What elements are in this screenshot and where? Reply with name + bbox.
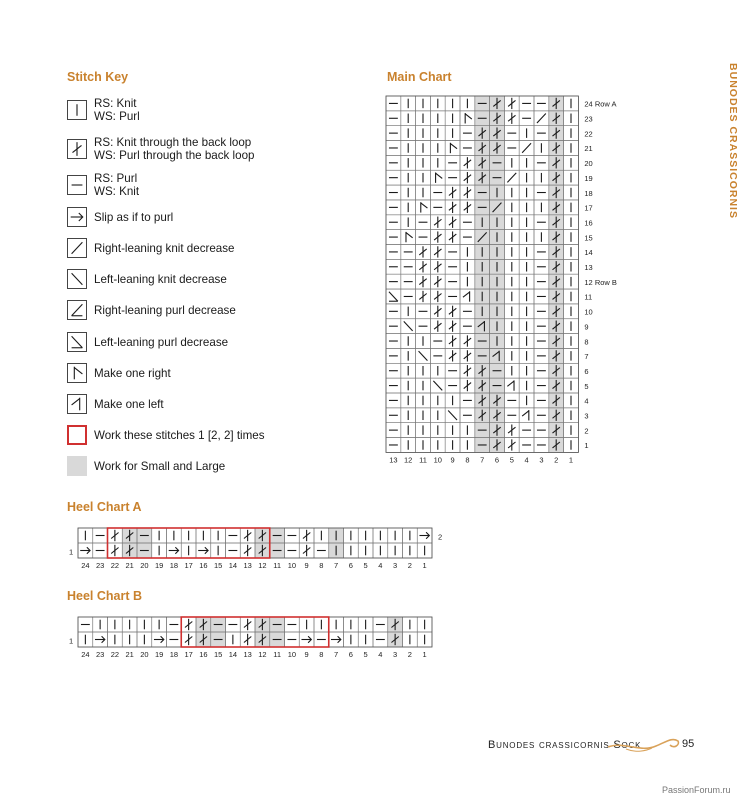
heel-a-column-label: 9 bbox=[304, 561, 309, 570]
stitch-key-line: RS: Knit through the back loop bbox=[94, 136, 252, 149]
stitch-key-line: Make one left bbox=[94, 397, 164, 411]
main-chart-cell bbox=[445, 141, 460, 156]
heel-chart-a-title: Heel Chart A bbox=[67, 500, 142, 514]
main-chart-title: Main Chart bbox=[387, 70, 452, 84]
stitch-key-text bbox=[94, 460, 225, 473]
heel-chart-b-title: Heel Chart B bbox=[67, 589, 143, 603]
stitch-key-item bbox=[67, 394, 164, 414]
swirl-ornament-icon bbox=[606, 733, 680, 755]
knit-symbol-icon bbox=[67, 100, 87, 120]
stitch-key-line: WS: Knit bbox=[94, 185, 140, 198]
heel-a-column-label: 7 bbox=[334, 561, 339, 570]
ldec-symbol-icon bbox=[67, 269, 87, 289]
main-chart-cell bbox=[460, 111, 475, 126]
stitch-key-line: Work for Small and Large bbox=[94, 459, 226, 473]
main-chart-row-label: 13 bbox=[584, 263, 593, 273]
heel-a-column-label: 2 bbox=[407, 561, 412, 570]
main-chart-row-label: 14 bbox=[584, 248, 593, 258]
heel-b-column-label: 16 bbox=[199, 650, 208, 659]
heel-a-column-label: 21 bbox=[125, 561, 134, 570]
stitch-key-item bbox=[67, 207, 173, 227]
heel-b-column-label: 8 bbox=[319, 650, 324, 659]
heel-b-column-label: 15 bbox=[213, 650, 223, 659]
main-chart-column-label: 8 bbox=[465, 455, 470, 465]
vertical-title-text: BUNODES CRASSICORNIS bbox=[727, 63, 739, 219]
main-chart-column-label: 6 bbox=[494, 455, 500, 465]
heel-b-column-label: 2 bbox=[407, 650, 412, 659]
ktbl-symbol-icon bbox=[67, 139, 87, 159]
heel-a-column-label: 20 bbox=[140, 561, 149, 570]
footer-title: Bunodes crassicornis Sock bbox=[488, 739, 642, 751]
main-chart-column-label: 2 bbox=[554, 455, 559, 465]
main-chart-row-label: 5 bbox=[584, 381, 589, 391]
heel-a-column-label: 17 bbox=[184, 561, 193, 570]
rdec-glyph-icon bbox=[68, 239, 86, 257]
heel-b-column-label: 19 bbox=[154, 650, 164, 659]
main-chart-cell bbox=[504, 378, 519, 393]
main-chart-column-label: 5 bbox=[509, 455, 514, 465]
heel-b-column-label: 14 bbox=[228, 650, 238, 659]
stitch-key-text bbox=[94, 273, 227, 286]
slip-glyph-icon bbox=[68, 208, 86, 226]
stitch-key-item bbox=[67, 269, 227, 289]
heel-b-column-label: 3 bbox=[393, 650, 398, 659]
main-chart-row-label: 18 bbox=[584, 188, 593, 198]
stitch-key-line: RS: Knit bbox=[94, 97, 137, 110]
heel-b-column-label: 10 bbox=[287, 650, 297, 659]
main-chart-row-label: 3 bbox=[584, 411, 589, 421]
stitch-key-text bbox=[94, 211, 173, 224]
main-chart-row-label: 16 bbox=[584, 218, 593, 228]
stitch-key-text bbox=[94, 242, 235, 255]
main-chart-column-label: 9 bbox=[450, 455, 455, 465]
stitch-key-item bbox=[67, 97, 140, 123]
heel-b-column-label: 17 bbox=[184, 650, 193, 659]
stitch-key-item bbox=[67, 238, 235, 258]
main-chart-row-label: 24 Row A bbox=[584, 99, 617, 109]
heel-b-column-label: 13 bbox=[243, 650, 252, 659]
heel-a-column-label: 24 bbox=[81, 561, 90, 570]
watermark-site: PassionForum.ru bbox=[662, 785, 731, 795]
lpdec-symbol-icon bbox=[67, 332, 87, 352]
main-chart-cell bbox=[416, 200, 431, 215]
stitch-key-text bbox=[94, 336, 228, 349]
main-chart-row-label: 11 bbox=[584, 292, 593, 302]
ktbl-glyph-icon bbox=[68, 140, 86, 158]
heel-a-column-label: 1 bbox=[422, 561, 427, 570]
heel-a-column-label: 6 bbox=[348, 561, 353, 570]
heel-b-column-label: 24 bbox=[81, 650, 90, 659]
main-chart-row-label: 7 bbox=[584, 352, 589, 362]
rpdec-symbol-icon bbox=[67, 300, 87, 320]
stitch-key-item bbox=[67, 425, 265, 445]
heel-a-column-label: 18 bbox=[169, 561, 179, 570]
main-chart-row-label: 22 bbox=[584, 129, 593, 139]
stitch-key-text bbox=[94, 136, 254, 162]
main-chart-row-label: 8 bbox=[584, 337, 589, 347]
main-chart-column-label: 12 bbox=[404, 455, 413, 465]
main-chart-row-label: 23 bbox=[584, 114, 593, 124]
main-chart-row-label: 2 bbox=[584, 426, 589, 436]
stitch-key-line: Make one right bbox=[94, 366, 171, 380]
slip-symbol-icon bbox=[67, 207, 87, 227]
lpdec-glyph-icon bbox=[68, 333, 86, 351]
heel-b-column-label: 11 bbox=[273, 650, 282, 659]
main-chart-cell bbox=[460, 289, 475, 304]
heel-a-column-label: 12 bbox=[258, 561, 267, 570]
heel-a-row-label: 2 bbox=[438, 532, 443, 542]
heel-a-column-label: 4 bbox=[378, 561, 383, 570]
heel-b-row-label: 1 bbox=[69, 636, 74, 646]
heel-a-column-label: 11 bbox=[273, 561, 282, 570]
stitch-key-line: Left-leaning purl decrease bbox=[94, 335, 229, 349]
main-chart-row-label: 21 bbox=[584, 144, 593, 154]
stitch-key-item bbox=[67, 363, 171, 383]
main-chart-column-label: 4 bbox=[524, 455, 529, 465]
stitch-key-text bbox=[94, 97, 140, 123]
main-chart-row-label: 6 bbox=[584, 366, 589, 376]
purl-symbol-icon bbox=[67, 175, 87, 195]
stitch-key-line: Right-leaning knit decrease bbox=[94, 241, 235, 255]
stitch-key-text bbox=[94, 429, 265, 442]
stitch-key-text bbox=[94, 304, 236, 317]
stitch-key-text bbox=[94, 172, 139, 198]
heel-b-row bbox=[78, 632, 432, 647]
main-chart-column-label: 3 bbox=[539, 455, 544, 465]
stitch-key-text bbox=[94, 367, 171, 380]
stitch-key-line: RS: Purl bbox=[94, 172, 138, 185]
main-chart-row-label: 20 bbox=[584, 159, 593, 169]
stitch-key-item bbox=[67, 172, 139, 198]
m1l-symbol-icon bbox=[67, 394, 87, 414]
stitch-key-line: Slip as if to purl bbox=[94, 210, 174, 224]
heel-a-column-label: 15 bbox=[213, 561, 223, 570]
main-chart-row-label: 15 bbox=[584, 233, 593, 243]
main-chart-cell bbox=[430, 170, 445, 185]
heel-b-column-label: 21 bbox=[125, 650, 134, 659]
main-chart-column-label: 11 bbox=[419, 455, 427, 465]
heel-a-column-label: 23 bbox=[95, 561, 105, 570]
heel-b-column-label: 5 bbox=[363, 650, 368, 659]
ldec-glyph-icon bbox=[68, 270, 86, 288]
main-chart-row-label: 4 bbox=[584, 396, 589, 406]
heel-chart-b bbox=[58, 615, 448, 661]
main-chart-cell bbox=[519, 408, 534, 423]
stitch-key-title: Stitch Key bbox=[67, 70, 129, 84]
page-number: 95 bbox=[682, 738, 695, 750]
stitch-key-line: WS: Purl through the back loop bbox=[94, 149, 255, 162]
heel-b-column-label: 4 bbox=[378, 650, 383, 659]
heel-b-column-label: 9 bbox=[304, 650, 309, 659]
heel-b-column-label: 22 bbox=[110, 650, 120, 659]
purl-glyph-icon bbox=[68, 176, 86, 194]
rdec-symbol-icon bbox=[67, 238, 87, 258]
main-chart-column-label: 7 bbox=[480, 455, 485, 465]
main-chart-row-label: 10 bbox=[584, 307, 593, 317]
heel-a-column-label: 14 bbox=[228, 561, 238, 570]
heel-b-column-label: 1 bbox=[422, 650, 427, 659]
heel-a-column-label: 16 bbox=[199, 561, 208, 570]
stitch-key-line: WS: Purl bbox=[94, 110, 140, 123]
heel-b-column-label: 18 bbox=[169, 650, 179, 659]
repeat-symbol-icon bbox=[67, 425, 87, 445]
heel-b-column-label: 23 bbox=[95, 650, 105, 659]
m1r-glyph-icon bbox=[68, 364, 86, 382]
vertical-title bbox=[726, 63, 740, 219]
heel-a-column-label: 3 bbox=[393, 561, 398, 570]
heel-b-row bbox=[78, 617, 432, 632]
heel-b-column-label: 6 bbox=[348, 650, 353, 659]
heel-a-row-label: 1 bbox=[69, 547, 74, 557]
heel-b-column-label: 12 bbox=[258, 650, 267, 659]
heel-b-column-label: 20 bbox=[140, 650, 149, 659]
m1r-symbol-icon bbox=[67, 363, 87, 383]
stitch-key-item bbox=[67, 332, 228, 352]
stitch-key-line: Right-leaning purl decrease bbox=[94, 303, 236, 317]
rpdec-glyph-icon bbox=[68, 301, 86, 319]
heel-a-column-label: 13 bbox=[243, 561, 252, 570]
main-chart-column-label: 1 bbox=[568, 455, 574, 465]
heel-a-column-label: 5 bbox=[363, 561, 368, 570]
m1l-glyph-icon bbox=[68, 395, 86, 413]
heel-chart-a bbox=[58, 526, 448, 572]
heel-a-column-label: 8 bbox=[319, 561, 324, 570]
stitch-key-item bbox=[67, 456, 225, 476]
main-chart-row-label: 1 bbox=[584, 441, 589, 451]
stitch-key-item bbox=[67, 136, 254, 162]
main-chart-column-label: 10 bbox=[433, 455, 442, 465]
stitch-key-line: Work these stitches 1 [2, 2] times bbox=[94, 428, 265, 442]
main-chart-row-label: 19 bbox=[584, 173, 593, 183]
stitch-key-line: Left-leaning knit decrease bbox=[94, 272, 227, 286]
stitch-key-item bbox=[67, 300, 236, 320]
main-chart bbox=[386, 96, 636, 468]
main-chart-row-label: 9 bbox=[584, 322, 589, 332]
main-chart-column-label: 13 bbox=[389, 455, 398, 465]
gray-symbol-icon bbox=[67, 456, 87, 476]
knit-glyph-icon bbox=[68, 101, 86, 119]
stitch-key-text bbox=[94, 398, 164, 411]
heel-a-column-label: 22 bbox=[110, 561, 120, 570]
heel-a-column-label: 10 bbox=[287, 561, 297, 570]
main-chart-row-label: 12 Row B bbox=[584, 277, 617, 287]
heel-a-column-label: 19 bbox=[154, 561, 164, 570]
heel-b-column-label: 7 bbox=[334, 650, 339, 659]
main-chart-row-label: 17 bbox=[584, 203, 593, 213]
main-chart-cell bbox=[401, 230, 416, 245]
